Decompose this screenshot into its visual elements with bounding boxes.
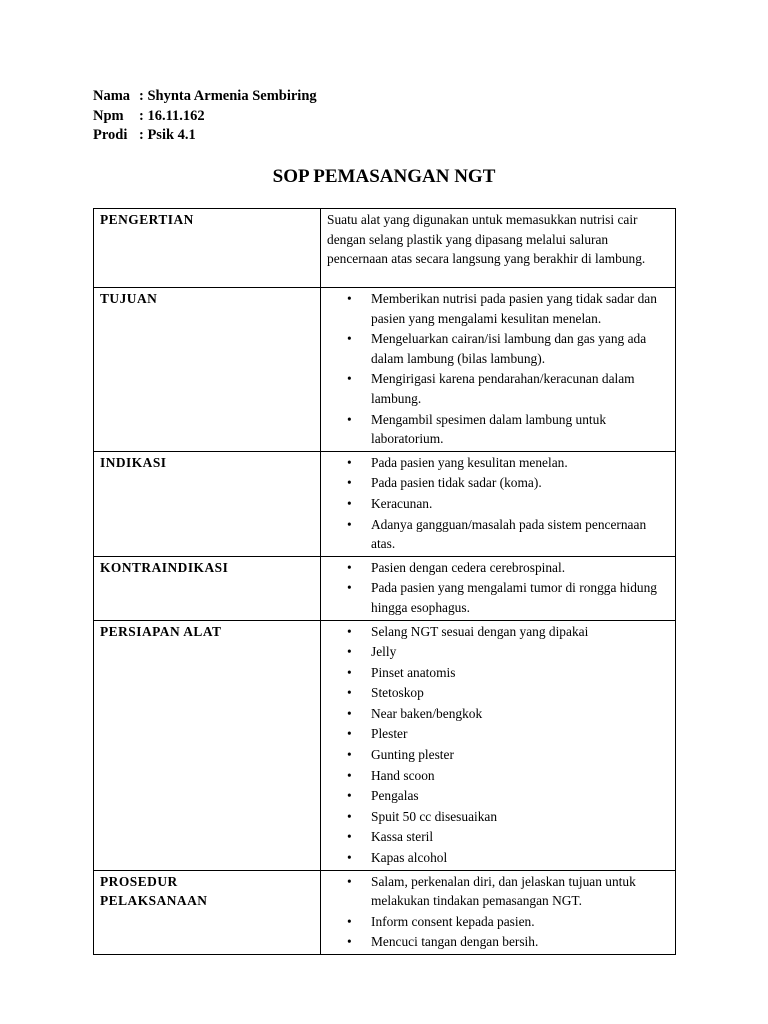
list-item: • Pada pasien yang mengalami tumor di rongga hidung hingga esophagus. <box>327 578 669 617</box>
prosedur-heading <box>94 870 321 954</box>
list-item: • Pada pasien tidak sadar (koma). <box>327 473 669 493</box>
list-item: • Pasien dengan cedera cerebrospinal. <box>327 558 669 578</box>
list-item: • Pada pasien yang kesulitan menelan. <box>327 453 669 473</box>
row-tujuan <box>94 288 676 452</box>
tujuan-list <box>327 289 669 449</box>
list-item: • Hand scoon <box>327 766 669 786</box>
document-title: SOP PEMASANGAN NGT <box>272 166 496 187</box>
row-persiapan-alat <box>94 620 676 870</box>
indikasi-body <box>321 451 676 556</box>
list-item: • Selang NGT sesuai dengan yang dipakai <box>327 622 669 642</box>
list-item: • Gunting plester <box>327 745 669 765</box>
npm-row <box>93 107 317 127</box>
nama-label: Nama <box>93 88 131 104</box>
prodi-row <box>93 126 317 146</box>
pengertian-heading: PENGERTIAN <box>94 209 321 288</box>
prosedur-heading-line2: PELAKSANAAN <box>100 893 208 909</box>
nama-value: : Shynta Armenia Sembiring <box>139 88 317 104</box>
row-prosedur <box>94 870 676 954</box>
npm-value: : 16.11.162 <box>139 107 205 124</box>
list-item: • Stetoskop <box>327 683 669 703</box>
list-item: • Near baken/bengkok <box>327 704 669 724</box>
kontraindikasi-body <box>321 556 676 620</box>
list-item: • Inform consent kepada pasien. <box>327 912 669 932</box>
list-item: • Keracunan. <box>327 494 669 514</box>
list-item: • Pengalas <box>327 786 669 806</box>
list-item: • Kapas alcohol <box>327 848 669 868</box>
list-item: • Mengeluarkan cairan/isi lambung dan gas yang ada dalam lambung (bilas lambung). <box>327 329 669 368</box>
pengertian-text: Suatu alat yang digunakan untuk memasukkan nutrisi cair dengan selang plastik yang dipasang melalui saluran pencernaan atas secara langsung yang berakhir di lambung. <box>321 209 676 288</box>
list-item: • Mengirigasi karena pendarahan/keracunan dalam lambung. <box>327 369 669 408</box>
persiapan-list <box>327 622 669 868</box>
row-pengertian <box>94 209 676 288</box>
prosedur-heading-line1: PROSEDUR <box>100 873 178 889</box>
tujuan-body <box>321 288 676 452</box>
row-indikasi <box>94 451 676 556</box>
list-item: • Kassa steril <box>327 827 669 847</box>
kontraindikasi-heading: KONTRAINDIKASI <box>94 556 321 620</box>
list-item: • Salam, perkenalan diri, dan jelaskan tujuan untuk melakukan tindakan pemasangan NGT. <box>327 872 669 911</box>
list-item: • Plester <box>327 724 669 744</box>
identity-block <box>93 87 317 146</box>
nama-row <box>93 87 317 107</box>
kontraindikasi-list <box>327 558 669 618</box>
list-item: • Adanya gangguan/masalah pada sistem pencernaan atas. <box>327 515 669 554</box>
list-item: • Pinset anatomis <box>327 663 669 683</box>
row-kontraindikasi <box>94 556 676 620</box>
prosedur-body <box>321 870 676 954</box>
persiapan-heading: PERSIAPAN ALAT <box>94 620 321 870</box>
persiapan-body <box>321 620 676 870</box>
prosedur-list <box>327 872 669 952</box>
tujuan-heading: TUJUAN <box>94 288 321 452</box>
sop-table <box>93 208 676 955</box>
list-item: • Mencuci tangan dengan bersih. <box>327 932 669 952</box>
list-item: • Jelly <box>327 642 669 662</box>
npm-label: Npm <box>93 107 124 124</box>
list-item: • Spuit 50 cc disesuaikan <box>327 807 669 827</box>
indikasi-list <box>327 453 669 554</box>
prodi-value: : Psik 4.1 <box>139 127 196 143</box>
indikasi-heading: INDIKASI <box>94 451 321 556</box>
prodi-label: Prodi <box>93 127 128 143</box>
list-item: • Mengambil spesimen dalam lambung untuk laboratorium. <box>327 410 669 449</box>
list-item: • Memberikan nutrisi pada pasien yang tidak sadar dan pasien yang mengalami kesulitan menelan. <box>327 289 669 328</box>
